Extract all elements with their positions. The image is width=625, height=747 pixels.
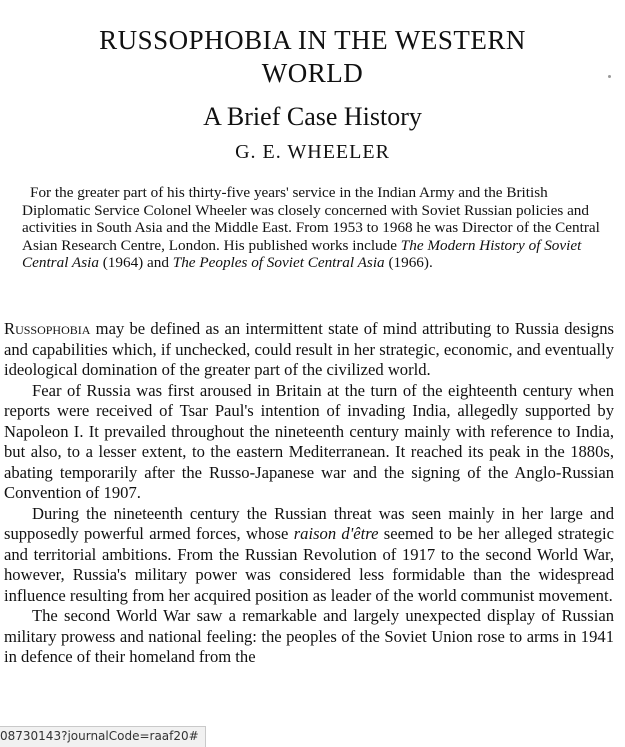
body-paragraph-3-text-a: During the nineteenth century the Russian threat was seen mainly in her large and supposedly powerful armed forces, whose [4, 503, 614, 543]
browser-status-url: 08730143?journalCode=raaf20# [0, 726, 206, 747]
scan-speck [608, 75, 611, 78]
abstract-book-title-2: The Peoples of Soviet Central Asia [172, 254, 385, 272]
abstract-book-title-1: The Modern History of Soviet Central Asia [22, 236, 582, 272]
body-paragraph-2: Fear of Russia was first aroused in Britain at the turn of the eighteenth century when reports were received of Tsar Paul's intention of invading India, allegedly supported by Napoleon I. It prevailed throughout the nineteenth century mainly with reference to India, but also, to a lesser extent, to the eastern Mediterranean. It reached its peak in the 1880s, abating temporarily after the Russo-Japanese war and the signing of the Anglo-Russian Convention of 1907. [4, 380, 614, 502]
title-line-2: WORLD [261, 58, 364, 88]
article-title [0, 24, 625, 90]
title-line-1: RUSSOPHOBIA IN THE WESTERN [99, 25, 526, 55]
author-name: G. E. WHEELER [235, 141, 390, 163]
body-paragraph-1-text: may be defined as an intermittent state of mind attributing to Russia designs and capabilities which, if unchecked, could result in her strategic, economic, and eventually ideological domination of the greater part of the civilized world. [4, 319, 614, 379]
abstract-text-3: (1966). [384, 254, 433, 272]
body-paragraph-1 [4, 319, 614, 381]
body-paragraph-3-italic: raison d'être [293, 524, 379, 543]
body-paragraph-4: The second World War saw a remarkable and largely unexpected display of Russian military prowess and national feeling: the peoples of the Soviet Union rose to arms in 1941 in defence of their homeland from the [4, 606, 614, 666]
body-paragraph-3 [4, 504, 614, 607]
abstract-text-1: For the greater part of his thirty-five years' service in the Indian Army and the British Diplomatic Service Colonel Wheeler was closely concerned with Soviet Russian policies and activities in South Asia and the Middle East. From 1953 to 1968 he was Director of the Central Asian Research Centre, London. His published works include [22, 184, 600, 254]
author-bio-abstract [22, 184, 600, 272]
body-lead-word: Russophobia [4, 319, 91, 338]
abstract-text-2: (1964) and [98, 254, 173, 272]
article-body [4, 319, 614, 668]
body-paragraph-3-text-b: seemed to be her alleged strategic and territorial ambitions. From the Russian Revolution of 1917 to the second World War, however, Russia's military power was considered less formidable than the widespread influence resulting from her acquired position as leader of the world communist movement. [4, 524, 614, 605]
article-subtitle: A Brief Case History [203, 102, 422, 131]
